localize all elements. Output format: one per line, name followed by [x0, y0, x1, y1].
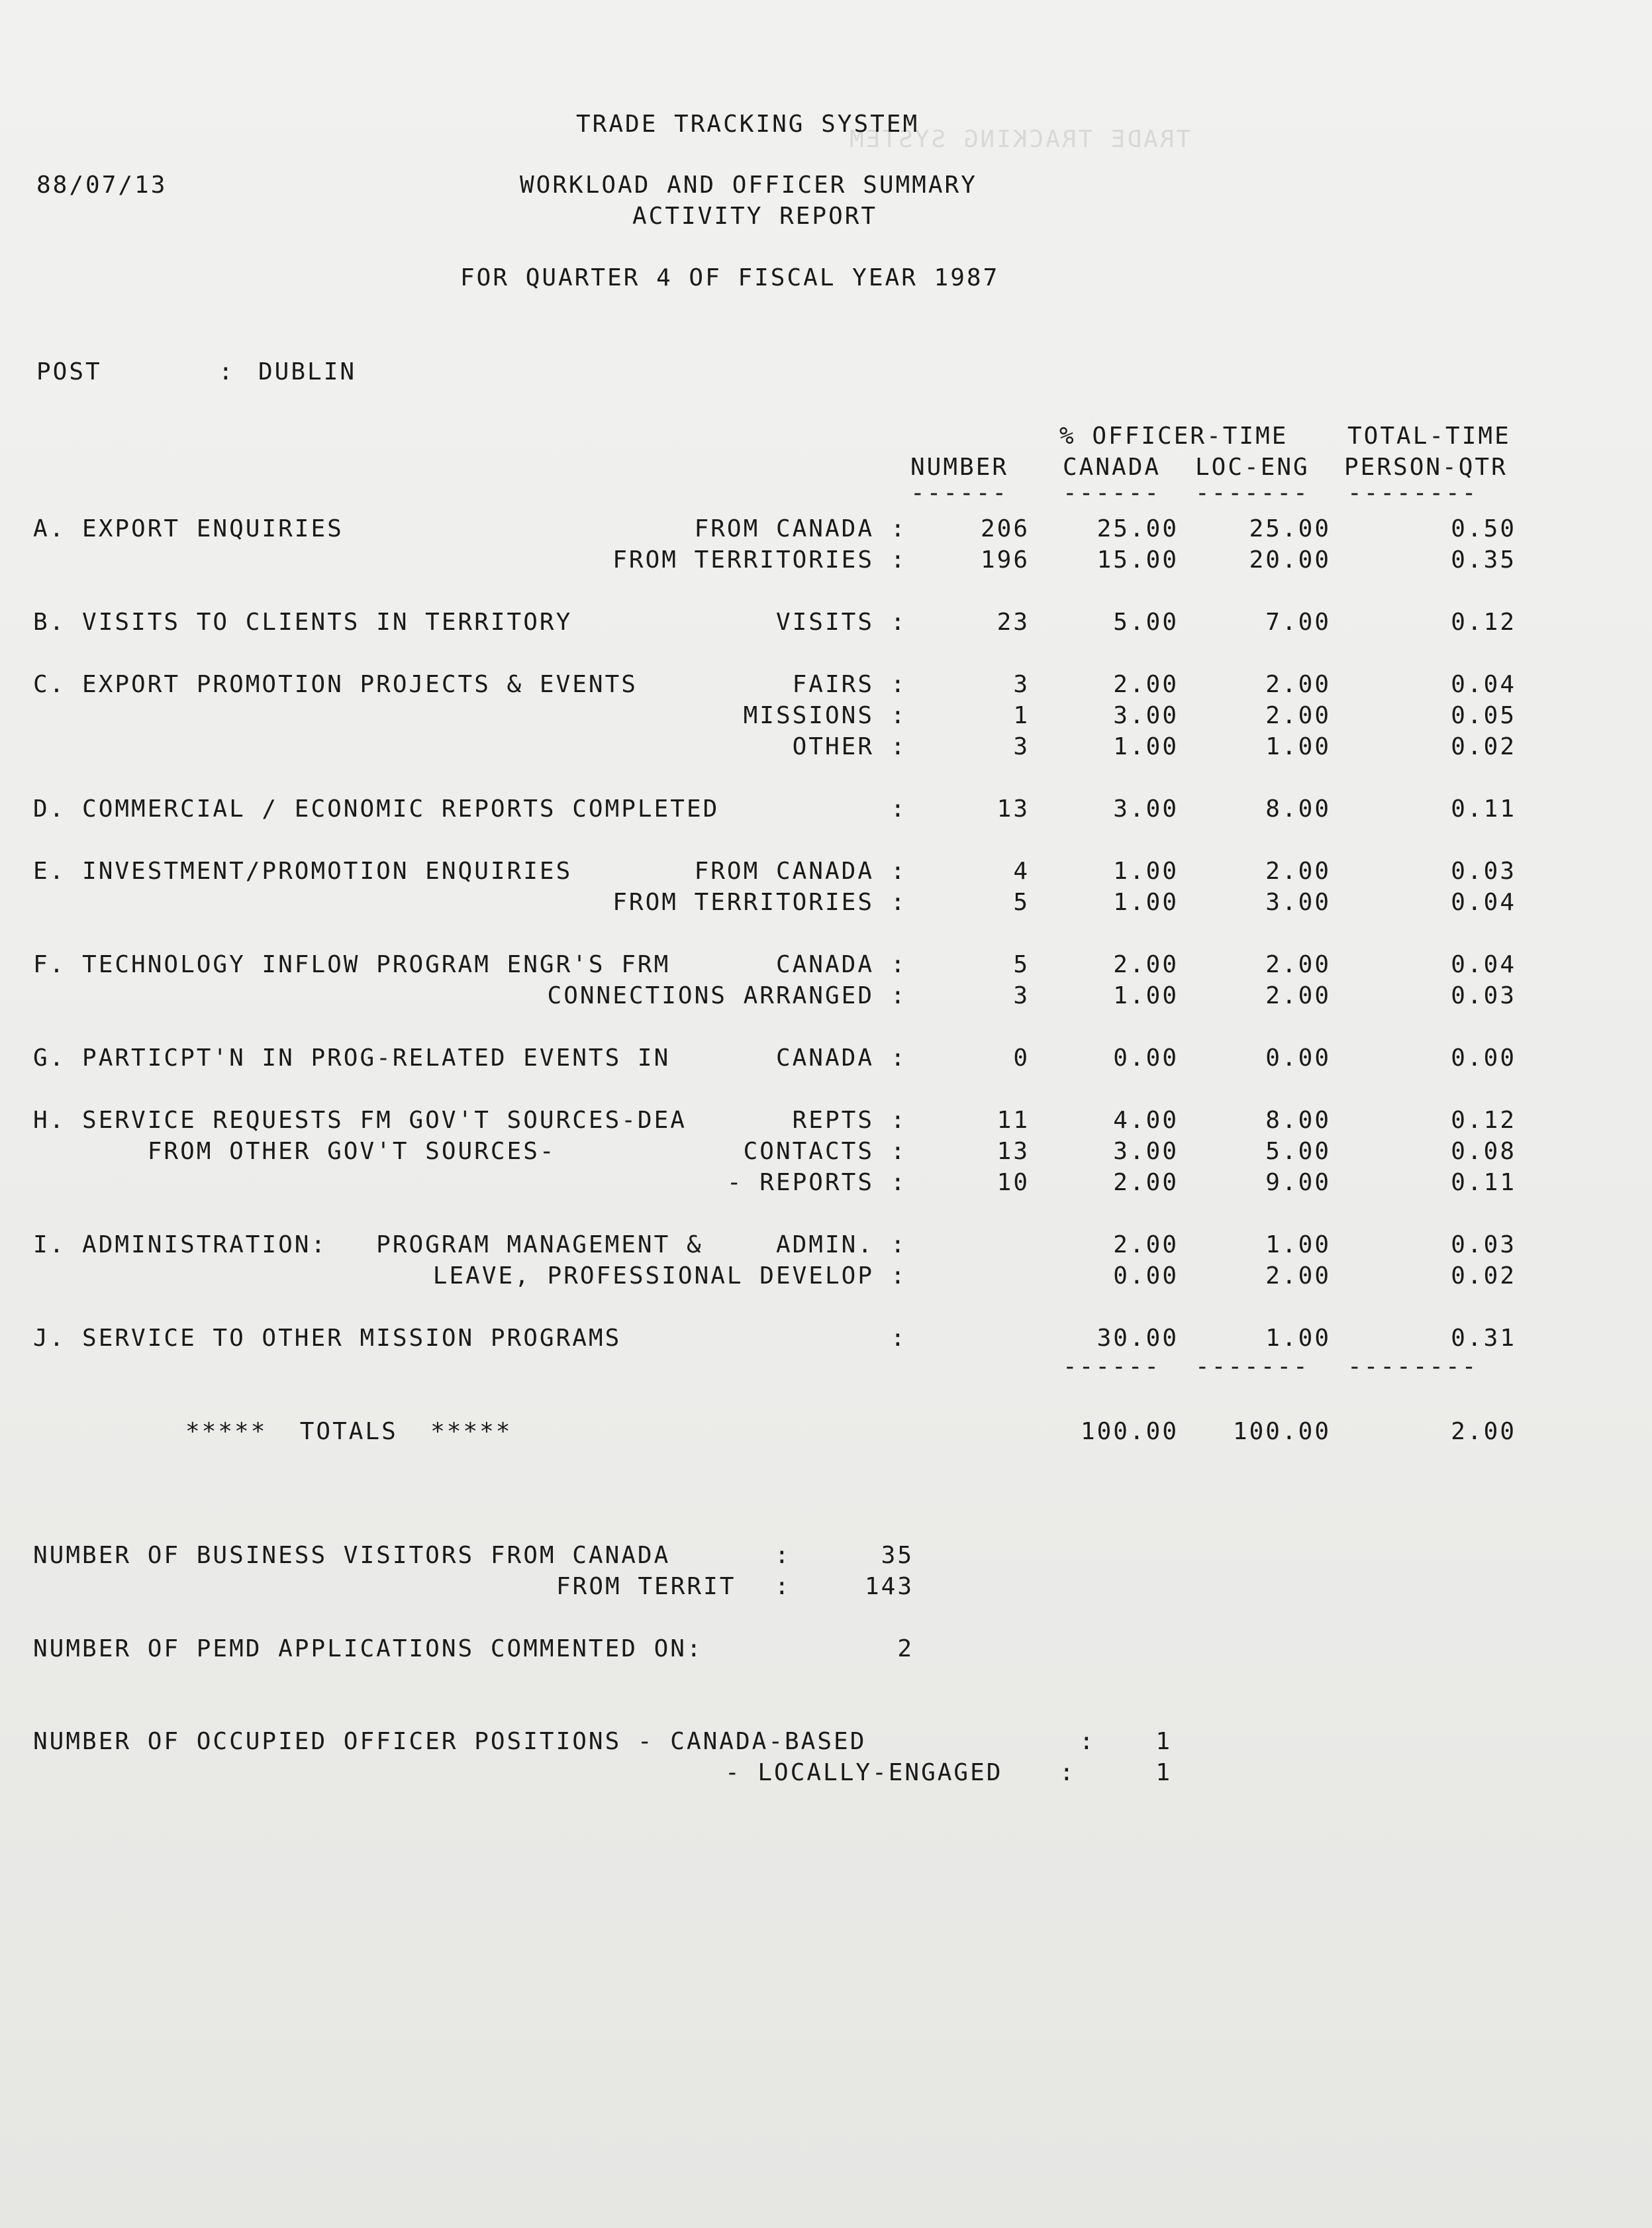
number-cell: 5: [1013, 889, 1030, 916]
report-date: 88/07/13: [36, 172, 168, 199]
row-colon: :: [891, 1262, 907, 1290]
section-label: H. SERVICE REQUESTS FM GOV'T SOURCES-DEA: [33, 1107, 687, 1134]
loceng-cell: 9.00: [1265, 1169, 1331, 1196]
post-label: POST: [36, 358, 102, 385]
row-label: FROM CANADA: [694, 858, 874, 885]
loceng-cell: 2.00: [1265, 1262, 1331, 1290]
canada-cell: 0.00: [1113, 1262, 1179, 1290]
row-colon: :: [891, 889, 907, 916]
row-label: CANADA: [775, 1044, 874, 1072]
row-label: FROM CANADA: [694, 515, 874, 542]
row-label: FAIRS: [792, 671, 874, 698]
loceng-cell: 8.00: [1265, 795, 1331, 823]
loceng-cell: 3.00: [1265, 889, 1331, 916]
section-label: E. INVESTMENT/PROMOTION ENQUIRIES: [33, 858, 573, 885]
post-value: DUBLIN: [258, 358, 357, 385]
section-label: G. PARTICPT'N IN PROG-RELATED EVENTS IN: [33, 1044, 671, 1072]
loceng-cell: 2.00: [1265, 671, 1331, 698]
number-cell: 3: [1013, 733, 1030, 760]
number-cell: 10: [996, 1169, 1030, 1196]
canada-cell: 1.00: [1113, 889, 1179, 916]
number-cell: 3: [1013, 671, 1030, 698]
section-label: J. SERVICE TO OTHER MISSION PROGRAMS: [33, 1325, 622, 1352]
business-visitors-label: NUMBER OF BUSINESS VISITORS FROM CANADA: [33, 1542, 671, 1569]
officer-positions-local-label: - LOCALLY-ENGAGED: [725, 1759, 1003, 1786]
row-label: LEAVE, PROFESSIONAL DEVELOP: [432, 1262, 874, 1290]
personqtr-cell: 0.02: [1451, 1262, 1516, 1290]
officer-positions-label: NUMBER OF OCCUPIED OFFICER POSITIONS - CANADA-BASED: [33, 1728, 867, 1755]
loceng-cell: 25.00: [1249, 515, 1331, 542]
canada-cell: 3.00: [1113, 702, 1179, 729]
row-colon: :: [891, 733, 907, 760]
personqtr-header: PERSON-QTR: [1344, 454, 1508, 481]
number-cell: 13: [996, 1138, 1030, 1165]
business-visitors-colon: :: [775, 1542, 791, 1569]
section-label: F. TECHNOLOGY INFLOW PROGRAM ENGR'S FRM: [33, 951, 671, 978]
section-label: D. COMMERCIAL / ECONOMIC REPORTS COMPLETED: [33, 795, 720, 823]
canada-total: 100.00: [1080, 1418, 1179, 1445]
row-label: FROM TERRITORIES: [612, 889, 874, 916]
loceng-cell: 5.00: [1265, 1138, 1331, 1165]
row-label: CANADA: [775, 951, 874, 978]
number-cell: 13: [996, 795, 1030, 823]
row-colon: :: [891, 1044, 907, 1072]
officer-positions-local-colon: :: [1059, 1759, 1076, 1786]
row-label: VISITS: [775, 609, 874, 636]
report-subtitle: ACTIVITY REPORT: [632, 203, 878, 230]
personqtr-cell: 0.04: [1451, 951, 1516, 978]
pemd-applications-label: NUMBER OF PEMD APPLICATIONS COMMENTED ON:: [33, 1635, 703, 1662]
loceng-cell: 7.00: [1265, 609, 1331, 636]
row-label: CONTACTS: [743, 1138, 874, 1165]
personqtr-cell: 0.12: [1451, 1107, 1516, 1134]
loceng-cell: 2.00: [1265, 702, 1331, 729]
section-label: A. EXPORT ENQUIRIES: [33, 515, 344, 542]
canada-cell: 30.00: [1096, 1325, 1179, 1352]
number-cell: 11: [996, 1107, 1030, 1134]
loceng-total-underline: -------: [1195, 1353, 1310, 1380]
personqtr-cell: 0.04: [1451, 889, 1516, 916]
personqtr-underline: --------: [1347, 480, 1479, 507]
canada-cell: 0.00: [1113, 1044, 1179, 1072]
canada-cell: 4.00: [1113, 1107, 1179, 1134]
loceng-underline: -------: [1195, 480, 1310, 507]
canada-cell: 1.00: [1113, 733, 1179, 760]
officer-positions-colon: :: [1079, 1728, 1096, 1755]
personqtr-cell: 0.11: [1451, 795, 1516, 823]
canada-cell: 2.00: [1113, 951, 1179, 978]
business-visitors-canada-value: 35: [881, 1542, 914, 1569]
loceng-cell: 2.00: [1265, 982, 1331, 1009]
row-colon: :: [891, 858, 907, 885]
canada-cell: 3.00: [1113, 1138, 1179, 1165]
loceng-cell: 20.00: [1249, 546, 1331, 574]
loceng-cell: 1.00: [1265, 1325, 1331, 1352]
personqtr-cell: 0.05: [1451, 702, 1516, 729]
canada-cell: 1.00: [1113, 858, 1179, 885]
system-title: TRADE TRACKING SYSTEM: [576, 111, 920, 138]
number-cell: 3: [1013, 982, 1030, 1009]
personqtr-cell: 0.03: [1451, 858, 1516, 885]
personqtr-cell: 0.03: [1451, 982, 1516, 1009]
totals-label: ***** TOTALS *****: [185, 1418, 512, 1445]
number-cell: 0: [1013, 1044, 1030, 1072]
business-visitors-territ-label: FROM TERRIT: [556, 1573, 736, 1600]
canada-header: CANADA: [1063, 454, 1161, 481]
personqtr-cell: 0.08: [1451, 1138, 1516, 1165]
pemd-applications-value: 2: [897, 1635, 914, 1662]
number-cell: 23: [996, 609, 1030, 636]
row-colon: :: [891, 1107, 907, 1134]
row-colon: :: [891, 671, 907, 698]
row-label: ADMIN.: [775, 1231, 874, 1258]
canada-cell: 25.00: [1096, 515, 1179, 542]
row-colon: :: [891, 515, 907, 542]
personqtr-total: 2.00: [1451, 1418, 1516, 1445]
canada-total-underline: ------: [1063, 1353, 1161, 1380]
personqtr-cell: 0.11: [1451, 1169, 1516, 1196]
section-label: B. VISITS TO CLIENTS IN TERRITORY: [33, 609, 573, 636]
bleed-through-text: TRADE TRACKING SYSTEM: [848, 126, 1191, 153]
canada-cell: 2.00: [1113, 1231, 1179, 1258]
canada-underline: ------: [1063, 480, 1161, 507]
row-colon: :: [891, 1169, 907, 1196]
loceng-header: LOC-ENG: [1195, 454, 1310, 481]
number-cell: 4: [1013, 858, 1030, 885]
row-colon: :: [891, 1325, 907, 1352]
row-colon: :: [891, 609, 907, 636]
row-label: MISSIONS: [743, 702, 874, 729]
personqtr-cell: 0.31: [1451, 1325, 1516, 1352]
row-label: CONNECTIONS ARRANGED: [547, 982, 874, 1009]
row-label: OTHER: [792, 733, 874, 760]
personqtr-cell: 0.02: [1451, 733, 1516, 760]
personqtr-cell: 0.04: [1451, 671, 1516, 698]
section-label: C. EXPORT PROMOTION PROJECTS & EVENTS: [33, 671, 638, 698]
canada-cell: 15.00: [1096, 546, 1179, 574]
canada-cell: 2.00: [1113, 671, 1179, 698]
loceng-cell: 8.00: [1265, 1107, 1331, 1134]
report-title: WORKLOAD AND OFFICER SUMMARY: [520, 172, 977, 199]
report-period: FOR QUARTER 4 OF FISCAL YEAR 1987: [460, 264, 1000, 291]
row-colon: :: [891, 982, 907, 1009]
personqtr-cell: 0.00: [1451, 1044, 1516, 1072]
personqtr-cell: 0.12: [1451, 609, 1516, 636]
canada-cell: 1.00: [1113, 982, 1179, 1009]
number-cell: 206: [980, 515, 1030, 542]
personqtr-cell: 0.50: [1451, 515, 1516, 542]
loceng-cell: 2.00: [1265, 858, 1331, 885]
canada-cell: 5.00: [1113, 609, 1179, 636]
loceng-cell: 1.00: [1265, 733, 1331, 760]
row-colon: :: [891, 1231, 907, 1258]
total-time-header: TOTAL-TIME: [1347, 423, 1511, 450]
section-label: I. ADMINISTRATION: PROGRAM MANAGEMENT &: [33, 1231, 703, 1258]
row-colon: :: [891, 795, 907, 823]
row-colon: :: [891, 546, 907, 574]
row-label: - REPORTS: [726, 1169, 874, 1196]
canada-cell: 3.00: [1113, 795, 1179, 823]
loceng-cell: 0.00: [1265, 1044, 1331, 1072]
row-label: REPTS: [792, 1107, 874, 1134]
personqtr-total-underline: --------: [1347, 1353, 1479, 1380]
section-label: FROM OTHER GOV'T SOURCES-: [33, 1138, 556, 1165]
number-underline: ------: [910, 480, 1009, 507]
business-visitors-territ-value: 143: [864, 1573, 914, 1600]
officer-positions-canada-value: 1: [1155, 1728, 1172, 1755]
officer-positions-local-value: 1: [1155, 1759, 1172, 1786]
number-cell: 5: [1013, 951, 1030, 978]
business-visitors-territ-colon: :: [775, 1573, 791, 1600]
row-label: FROM TERRITORIES: [612, 546, 874, 574]
personqtr-cell: 0.03: [1451, 1231, 1516, 1258]
canada-cell: 2.00: [1113, 1169, 1179, 1196]
number-cell: 196: [980, 546, 1030, 574]
pct-officer-time-header: % OFFICER-TIME: [1059, 423, 1288, 450]
loceng-total: 100.00: [1232, 1418, 1331, 1445]
row-colon: :: [891, 702, 907, 729]
row-colon: :: [891, 1138, 907, 1165]
loceng-cell: 1.00: [1265, 1231, 1331, 1258]
number-cell: 1: [1013, 702, 1030, 729]
row-colon: :: [891, 951, 907, 978]
number-header: NUMBER: [910, 454, 1009, 481]
post-separator: :: [219, 358, 235, 385]
personqtr-cell: 0.35: [1451, 546, 1516, 574]
loceng-cell: 2.00: [1265, 951, 1331, 978]
